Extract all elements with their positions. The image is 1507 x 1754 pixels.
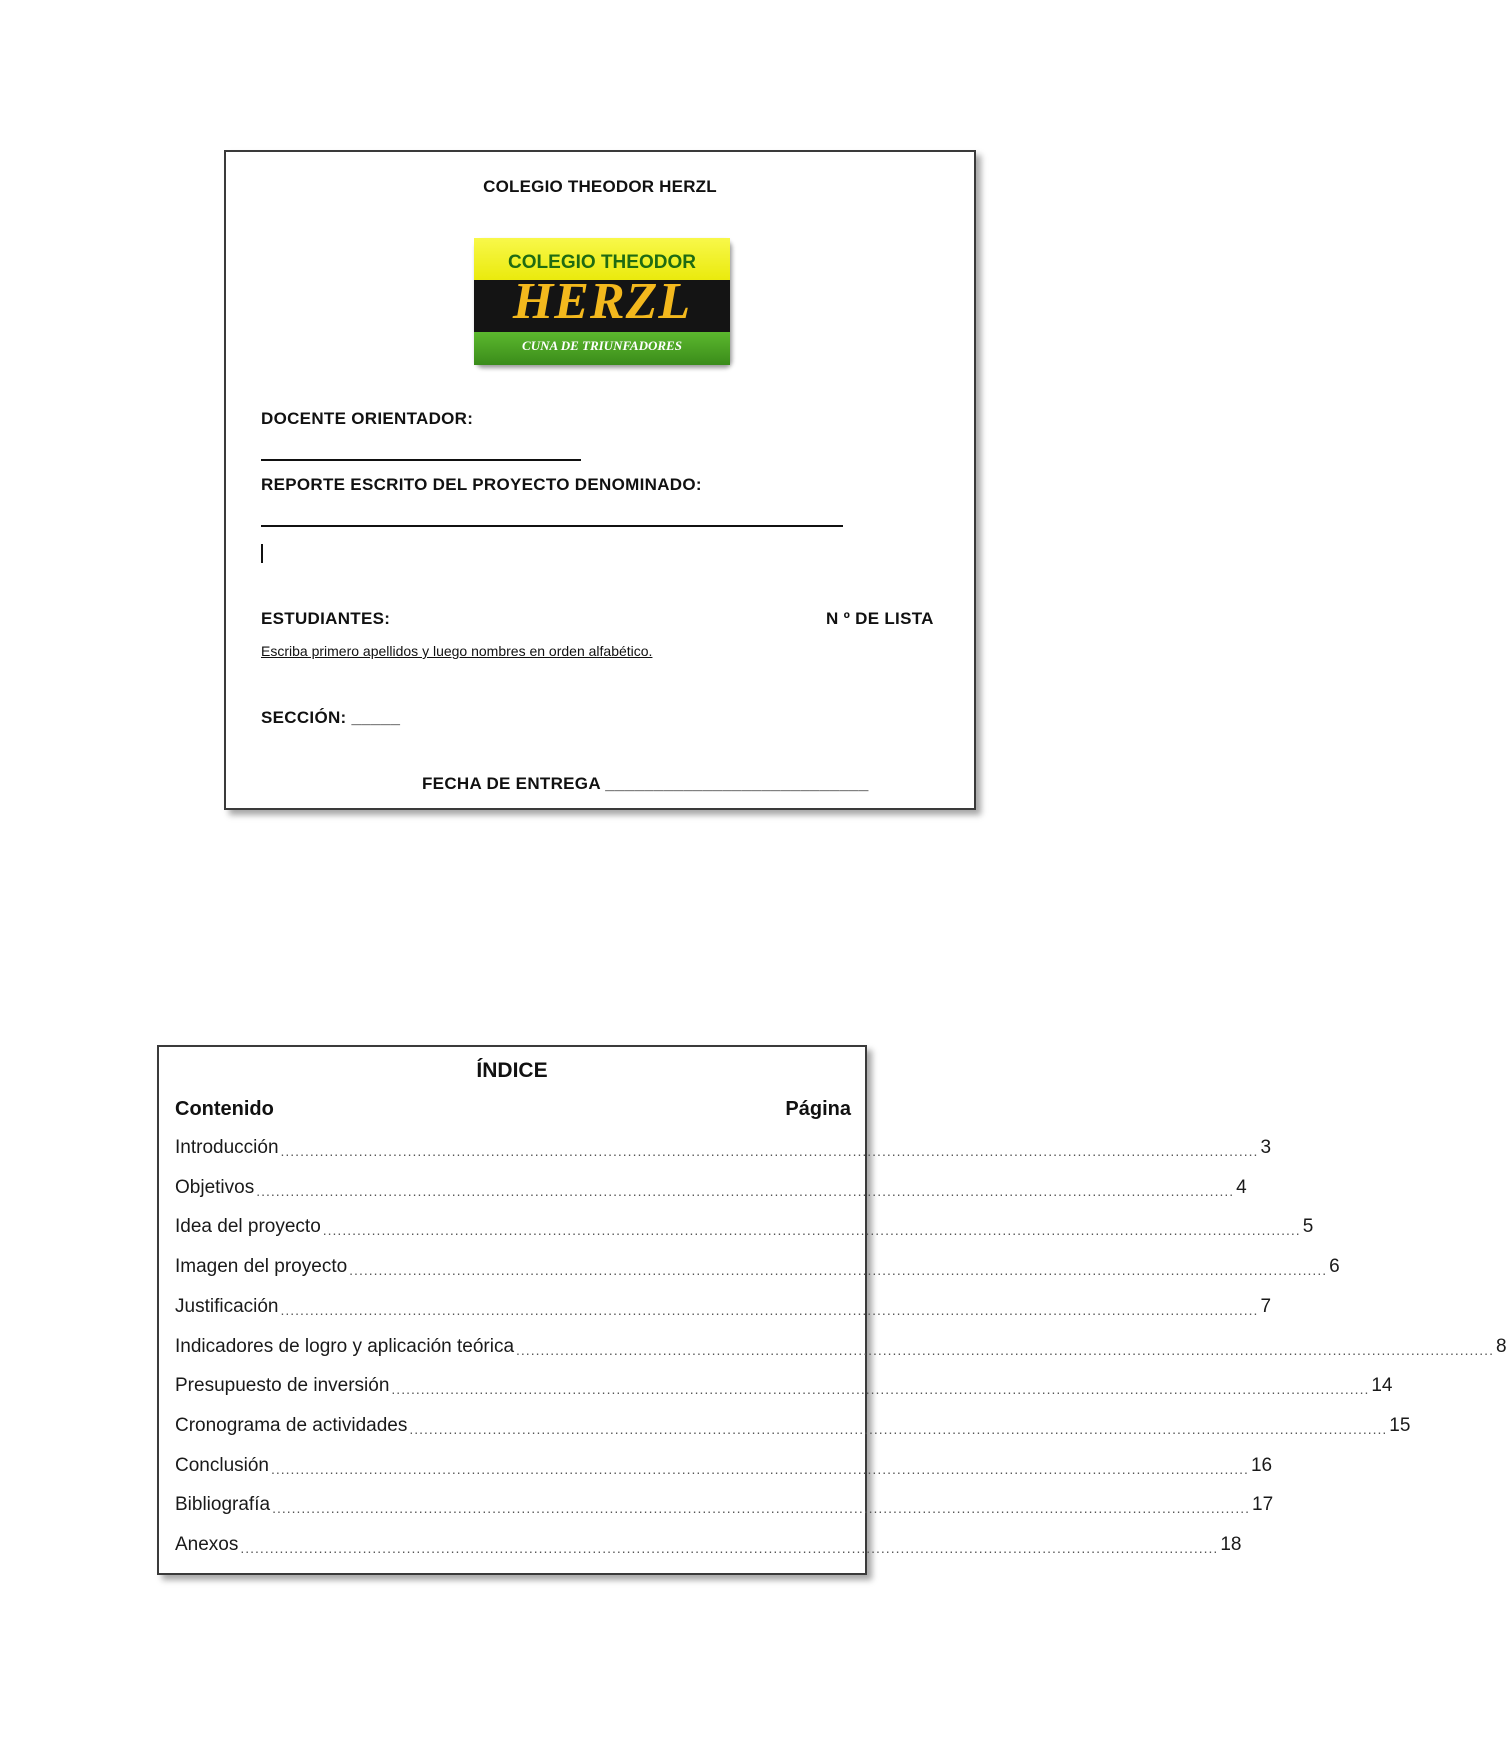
toc-entry[interactable]: [175, 1373, 1393, 1398]
toc-entry-page: 14: [1371, 1375, 1393, 1397]
students-instruction: Escriba primero apellidos y luego nombres en orden alfabético.: [261, 643, 653, 659]
toc-entry-page: 3: [1260, 1137, 1272, 1158]
logo-line-2: HERZL: [512, 273, 692, 330]
seccion-field[interactable]: SECCIÓN: _____: [261, 708, 401, 727]
lista-label: N º DE LISTA: [826, 609, 934, 628]
toc-entry-page: 8: [1495, 1335, 1507, 1357]
docente-label: DOCENTE ORIENTADOR:: [261, 409, 474, 428]
toc-entry[interactable]: [175, 1492, 1274, 1517]
toc-leader-dots: ........................................................................................................................................................................................................: [280, 1143, 1259, 1159]
toc-entry[interactable]: [175, 1175, 1247, 1199]
toc-entry-title: Objetivos: [175, 1176, 255, 1198]
estudiantes-label: ESTUDIANTES:: [261, 609, 391, 628]
toc-entry-page: 17: [1252, 1494, 1274, 1516]
toc-entry[interactable]: [175, 1254, 1340, 1279]
toc-entry-page: 4: [1236, 1176, 1247, 1198]
toc-entry-title: Introducción: [175, 1137, 279, 1158]
toc-leader-dots: ........................................................................................................................................................................................................: [349, 1262, 1328, 1279]
toc-entry-page: 18: [1220, 1534, 1242, 1555]
toc-entry-page: 6: [1329, 1256, 1340, 1278]
toc-entry[interactable]: [175, 1214, 1314, 1239]
toc-entry[interactable]: [175, 1294, 1272, 1318]
toc-entry-title: Cronograma de actividades: [175, 1414, 408, 1436]
toc-leader-dots: ........................................................................................................................................................................................................: [256, 1182, 1235, 1199]
reporte-label: REPORTE ESCRITO DEL PROYECTO DENOMINADO:: [261, 475, 702, 494]
toc-entry-title: Presupuesto de inversión: [175, 1375, 390, 1397]
col-content-header: Contenido: [175, 1098, 274, 1120]
logo-line-3: CUNA DE TRIUNFADORES: [522, 338, 682, 353]
index-title: ÍNDICE: [476, 1059, 548, 1082]
toc-entry[interactable]: [175, 1453, 1273, 1477]
col-page-header: Página: [785, 1098, 851, 1120]
toc-entry[interactable]: [175, 1135, 1272, 1159]
toc-entry-title: Anexos: [175, 1534, 239, 1555]
toc-leader-dots: ........................................................................................................................................................................................................: [409, 1420, 1388, 1437]
toc-entry-title: Conclusión: [175, 1454, 269, 1476]
logo-line-1: COLEGIO THEODOR: [508, 252, 696, 273]
index-page: [157, 1045, 1507, 1575]
toc-leader-dots: ........................................................................................................................................................................................................: [240, 1540, 1219, 1556]
toc-leader-dots: ........................................................................................................................................................................................................: [271, 1460, 1249, 1477]
toc-entry-page: 16: [1250, 1454, 1273, 1476]
reporte-line: [261, 525, 843, 527]
school-logo: [474, 238, 730, 365]
toc-leader-dots: ........................................................................................................................................................................................................: [391, 1381, 1370, 1398]
toc-entry-title: Justificación: [175, 1295, 279, 1317]
text-cursor[interactable]: [261, 544, 263, 563]
toc-entry[interactable]: [175, 1413, 1411, 1437]
toc-leader-dots: ........................................................................................................................................................................................................: [272, 1500, 1250, 1517]
toc-entry-title: Imagen del proyecto: [175, 1256, 348, 1278]
toc-entry[interactable]: [175, 1334, 1507, 1358]
toc-entry-title: Indicadores de logro y aplicación teórica: [175, 1335, 515, 1357]
docente-line: [261, 459, 581, 461]
toc-leader-dots: ........................................................................................................................................................................................................: [516, 1341, 1494, 1358]
toc-leader-dots: ........................................................................................................................................................................................................: [322, 1222, 1301, 1239]
toc-entry[interactable]: [175, 1532, 1242, 1556]
toc-entry-page: 7: [1260, 1295, 1272, 1317]
fecha-field[interactable]: FECHA DE ENTREGA ___________________________: [422, 774, 869, 793]
cover-page: [224, 150, 976, 810]
school-title: COLEGIO THEODOR HERZL: [483, 177, 717, 196]
toc-entry-page: 5: [1302, 1216, 1314, 1238]
toc-entry-page: 15: [1389, 1414, 1411, 1436]
toc-entry-title: Bibliografía: [175, 1494, 271, 1516]
toc-entry-title: Idea del proyecto: [175, 1216, 321, 1238]
toc-leader-dots: ........................................................................................................................................................................................................: [280, 1301, 1259, 1318]
